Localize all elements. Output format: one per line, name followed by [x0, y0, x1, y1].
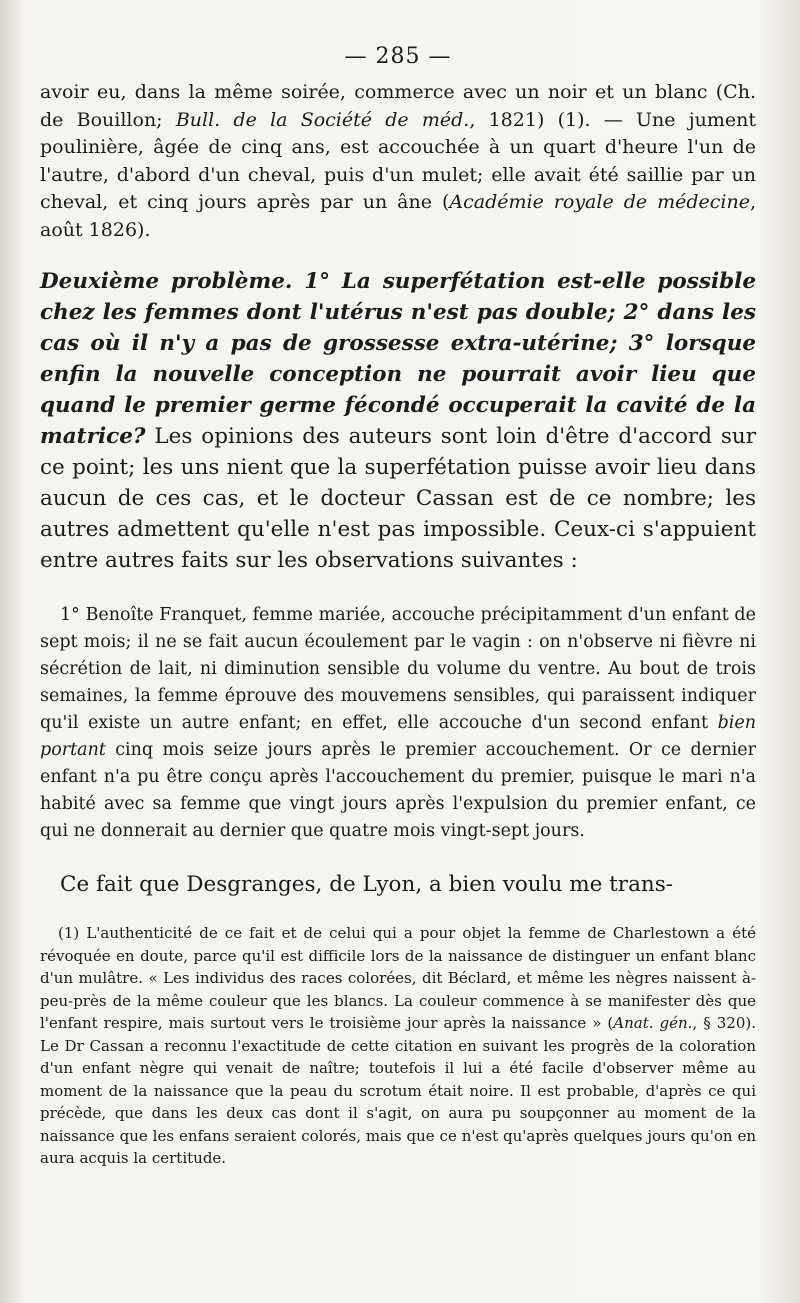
paragraph-3-text: 1° Benoîte Franquet, femme mariée, accouche précipitamment d'un enfant de sept mois; il ne se fait aucun écoulement par le vagin : on n'observe ni fièvre ni sécrétion de lait, ni diminution sensible du volume du ventre. Au bout de trois semaines, la femme éprouve des mouvemens sensibles, qui paraissent indiquer qu'il existe un autre enfant; en effet, elle accouche d'un second enfant: [40, 605, 756, 733]
paragraph-2: [40, 266, 756, 576]
problem-statement: Deuxième problème. 1° La superfétation est-elle possible chez les femmes dont l'utérus n'est pas double; 2° dans les cas où il n'y a pas de grossesse extra-utérine; 3° lorsque enfin la nouvelle conception ne pourrait avoir lieu que quand le premier germe fécondé occuperait la cavité de la matrice?: [40, 269, 756, 449]
emphasis-bien-portant: bien portant: [40, 713, 756, 760]
footnote-text-2: , § 320). Le Dr Cassan a reconnu l'exactitude de cette citation en suivant les progrès de la coloration d'un enfant nègre qui venait de naître; toutefois il lui a été facile d'observer même au moment de la naissance que la peau du scrotum était noire. Il est probable, d'après ce qui précède, que dans les deux cas dont il s'agit, on aura pu soupçonner au moment de la naissance que les enfans seraient colorés, mais que ce n'est qu'après quelques jours qu'on en aura acquis la certitude.: [40, 1014, 756, 1167]
paragraph-3-text-2: cinq mois seize jours après le premier accouchement. Or ce dernier enfant n'a pu être conçu après l'accouchement du premier, puisque le mari n'a habité avec sa femme que vingt jours après l'expulsion du premier enfant, ce qui ne donnerait au dernier que quatre mois vingt-sept jours.: [40, 740, 756, 841]
page-number: — 285 —: [344, 44, 452, 69]
paragraph-4: Ce fait que Desgranges, de Lyon, a bien voulu me trans-: [60, 872, 674, 897]
citation-academie: Académie royale de médecine: [449, 191, 750, 213]
paragraph-1-text-2: , 1821) (1). — Une jument poulinière, âgée de cinq ans, est accouchée à un quart d'heure l'un de l'autre, d'abord d'un cheval, puis d'un mulet; elle avait été saillie par un cheval, et cinq jours après par un âne (: [40, 108, 756, 213]
citation-bulletin: Bull. de la Société de méd.: [175, 108, 470, 131]
paragraph-2-text: Les opinions des auteurs sont loin d'être d'accord sur ce point; les uns nient que la superfétation puisse avoir lieu dans aucun de ces cas, et le docteur Cassan est de ce nombre; les autres admettent qu'elle n'est pas impossible. Ceux-ci s'appuient entre autres faits sur les observations suivantes :: [40, 424, 756, 573]
footnote: [40, 922, 756, 1170]
footnote-text: (1) L'authenticité de ce fait et de celui qui a pour objet la femme de Charlestown a été révoquée en doute, parce qu'il est difficile lors de la naissance de distinguer un enfant blanc d'un mulâtre. « Les individus des races colorées, dit Béclard, et même les nègres naissent à-peu-près de la même couleur que les blancs. La couleur commence à se manifester dès que l'enfant respire, mais surtout vers le troisième jour après la naissance » (: [40, 924, 756, 1032]
paragraph-1-text-3: , août 1826).: [40, 191, 756, 241]
paragraph-1-text: avoir eu, dans la même soirée, commerce avec un noir et un blanc (Ch. de Bouillon;: [40, 81, 756, 131]
footnote-citation: Anat. gén.: [613, 1014, 693, 1032]
paragraph-1: [40, 79, 756, 244]
paragraph-3: [40, 602, 756, 845]
